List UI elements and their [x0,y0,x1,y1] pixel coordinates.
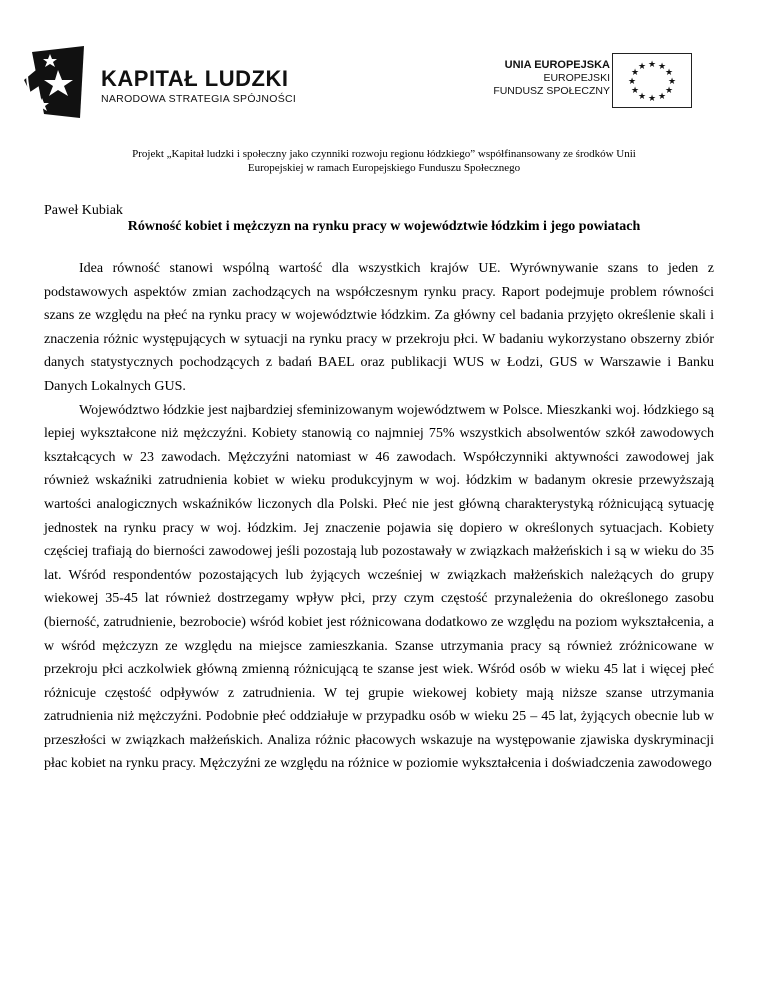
document-body [44,257,714,776]
project-funding-line: Europejskiej w ramach Europejskiego Funduszu Społecznego [247,162,521,174]
svg-text:★: ★ [664,86,674,96]
eu-label-line: FUNDUSZ SPOŁECZNY [493,85,610,97]
svg-text:★: ★ [637,62,647,72]
document-header [0,0,768,130]
kapital-ludzki-title: KAPITAŁ LUDZKI [101,66,289,91]
svg-text:★: ★ [627,77,637,87]
body-paragraph: Województwo łódzkie jest najbardziej sfeminizowanym województwem w Polsce. Mieszkanki woj. łódzkiego są lepiej wykształcone niż mężczyźni. Kobiety stanowią co najmniej 75% wszystkich absolwentów szkół zawodowych kształcących w 23 zawodach. Mężczyźni natomiast w 46 zawodach. Współczynniki aktywności zawodowej jak również wskaźniki zatrudnienia kobiet w wieku produkcyjnym w woj. łódzkim w badanym okresie przewyższają wartości analogicznych wskaźników liczonych dla Polski. Płeć nie jest główną charakterystyką różnicującą sytuację jednostek na rynku pracy w woj. łódzkim. Jej znaczenie pojawia się dopiero w określonych sytuacjach. Kobiety częściej trafiają do bierności zawodowej jeśli pozostają lub pozostawały w związkach małżeńskich i są w wieku do 35 lat. Wśród respondentów pozostających lub żyjących wcześniej w związkach małżeńskich należących do grupy wiekowej 35-45 lat również dostrzegamy wpływ płci, przy czym częstość przynależenia do określonego zasobu (bierność, zatrudnienie, bezrobocie) wśród kobiet jest różnicowana dodatkowo ze względu na poziom wykształcenia, a w wśród mężczyzn ze względu na miejsce zamieszkania. Szanse utrzymania pracy są również zróżnicowane w przekroju płci aczkolwiek główną zmienną różnicującą te szanse jest wiek. Wśród osób w wieku 45 lat i więcej płeć różnicuje częstość odpływów z zatrudnienia. W tej grupie wiekowej kobiety mają niższe szanse utrzymania zatrudnienia niż mężczyźni. Podobnie płeć oddziałuje w przypadku osób w wieku 25 – 45 lat, żyjących obecnie lub w przeszłości w związkach małżeńskich. Analiza różnic płacowych wskazuje na występowanie zjawiska dyskryminacji płac kobiet na rynku pracy. Mężczyźni ze względu na różnice w poziomie wykształcenia i doświadczenia zawodowego [44,402,714,772]
svg-text:★: ★ [667,77,677,87]
svg-text:★: ★ [637,92,647,102]
kapital-ludzki-logo-icon [22,40,112,120]
svg-text:★: ★ [657,92,667,102]
eu-label-line: EUROPEJSKI [543,72,610,84]
svg-text:★: ★ [647,60,657,70]
svg-text:★: ★ [630,68,640,78]
eu-flag-icon [612,53,692,108]
kapital-ludzki-subtitle: NARODOWA STRATEGIA SPÓJNOŚCI [101,93,297,105]
author-name: Paweł Kubiak [44,203,123,218]
body-paragraph: Idea równość stanowi wspólną wartość dla wszystkich krajów UE. Wyrównywanie szans to jeden z podstawowych aspektów zmian zachodzących na współczesnym rynku pracy. Raport podejmuje problem równości szans ze względu na płeć na rynku pracy w województwie łódzkim. Za główny cel badania przyjęto określenie skali i znaczenia różnic występujących w sytuacji na rynku pracy w przekroju płci. W badaniu wykorzystano obszerny zbiór danych statystycznych pochodzących z badań BAEL oraz publikacji WUS w Łodzi, GUS w Warszawie i Banku Danych Lokalnych GUS. [44,261,714,394]
svg-text:★: ★ [664,68,674,78]
project-funding-note [60,147,708,175]
eu-label-line: UNIA EUROPEJSKA [504,59,610,71]
eu-label [470,58,610,98]
svg-text:★: ★ [647,94,657,104]
svg-text:★: ★ [630,86,640,96]
project-funding-line: Projekt „Kapitał ludzki i społeczny jako czynniki rozwoju regionu łódzkiego” współfinansowany ze środków Unii [132,148,636,160]
document-title: Równość kobiet i mężczyzn na rynku pracy w województwie łódzkim i jego powiatach [127,219,641,234]
svg-text:★: ★ [657,62,667,72]
